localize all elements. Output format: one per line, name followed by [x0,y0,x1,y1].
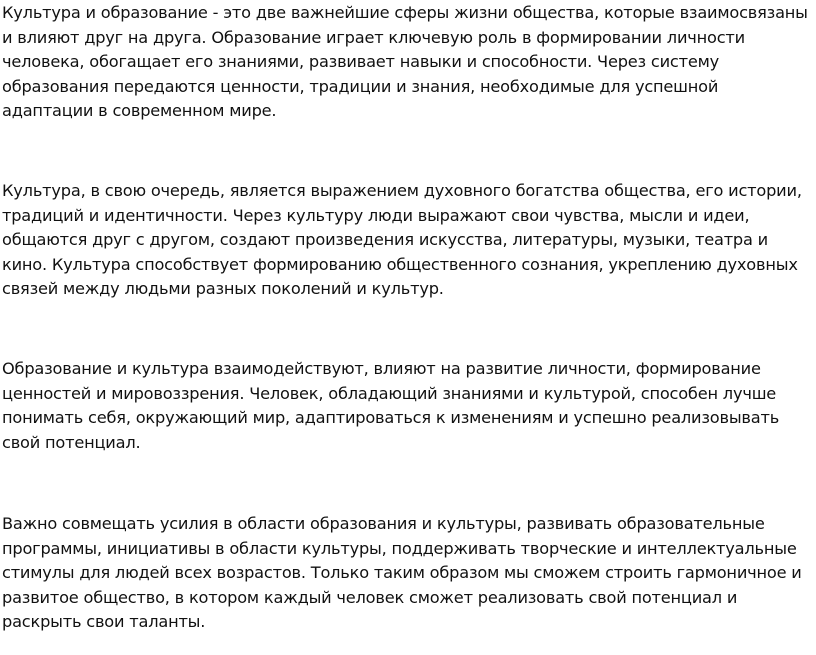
paragraph-culture-role: Культура, в свою очередь, является выражением духовного богатства общества, его истории, традиций и идентичности. Через культуру люди выражают свои чувства, мысли и идеи, общаются друг с другом, создают произведения искусства, литературы, музыки, театра и кино. Культура способствует формированию общественного сознания, укреплению духовных связей между людьми разных поколений и культур. [2,181,802,299]
paragraph-conclusion: Важно совмещать усилия в области образования и культуры, развивать образовательные программы, инициативы в области культуры, поддерживать творческие и интеллектуальные стимулы для людей всех возрастов. Только таким образом мы сможем строить гармоничное и развитое общество, в котором каждый человек сможет реализовать свой потенциал и раскрыть свои таланты. [2,514,802,632]
paragraph-interaction: Образование и культура взаимодействуют, влияют на развитие личности, формирование ценностей и мировоззрения. Человек, обладающий знаниями и культурой, способен лучше понимать себя, окружающий мир, адаптироваться к изменениям и успешно реализовывать свой потенциал. [2,359,780,452]
paragraph-culture-education-intro: Культура и образование - это две важнейшие сферы жизни общества, которые взаимосвязаны и влияют друг на друга. Образование играет ключевую роль в формировании личности человека, обогащает его знаниями, развивает навыки и способности. Через систему образования передаются ценности, традиции и знания, необходимые для успешной адаптации в современном мире. [2,3,808,121]
